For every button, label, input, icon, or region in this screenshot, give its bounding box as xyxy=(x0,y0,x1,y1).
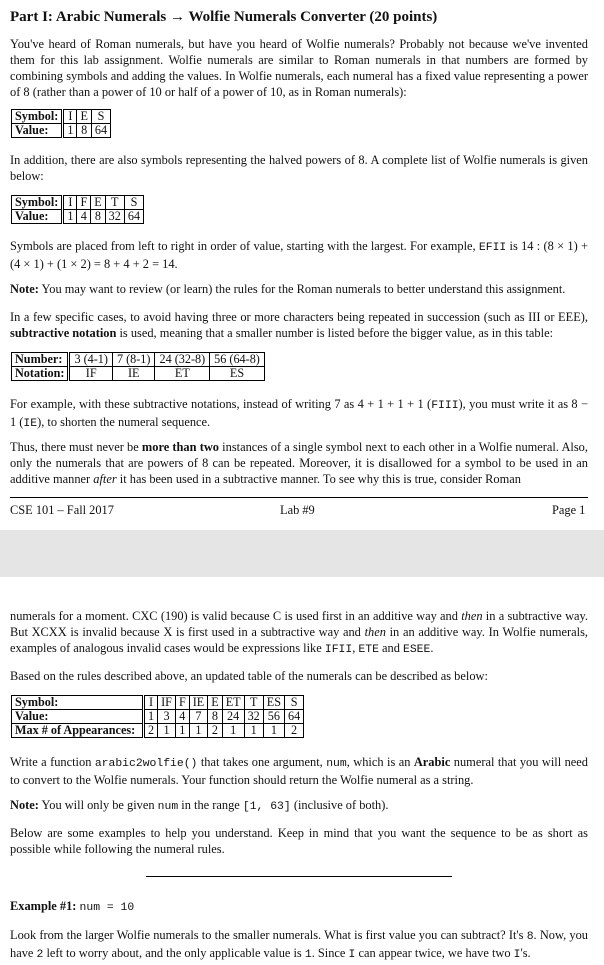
text-run: that takes one argument, xyxy=(197,755,327,769)
table-cell: 24 xyxy=(222,710,244,724)
table-cell: 32 xyxy=(105,210,124,224)
symbol-value-table-full xyxy=(11,195,144,224)
text-run: Symbols are placed from left to right in order of value, starting with the largest. For example, xyxy=(10,239,479,253)
text-run: left to worry about, and the only applicable value is xyxy=(43,946,305,960)
bold-term: subtractive notation xyxy=(10,326,117,340)
examples-intro: Below are some examples to help you understand. Keep in mind that you want the sequence to be as short as possible while following the numeral rules. xyxy=(10,826,588,856)
table-cell: 1 xyxy=(144,710,158,724)
inline-code: 8 xyxy=(526,931,534,943)
table-cell: E xyxy=(91,196,105,210)
intro-paragraph: You've heard of Roman numerals, but have you heard of Wolfie numerals? Probably not because we've invented them for this lab assignment. Wolfie numerals are similar to Roman numerals in that numbers are formed by combining symbols and adding the values. In Wolfie numerals, each numeral has a fixed value representing a power of 8 (rather than a power of 10 or half of a power of 10, as in Roman numerals): xyxy=(10,37,588,99)
table-header: Notation: xyxy=(12,367,69,381)
table-header: Value: xyxy=(12,124,63,138)
table-cell: 7 xyxy=(189,710,208,724)
rules-paragraph xyxy=(10,439,588,487)
text-run: . xyxy=(430,641,434,655)
text-run: in the range xyxy=(178,798,243,812)
text-run: is 14 : (8 × 1) + (4 × 1) + (1 × 2) = 8 + 4 + 2 = 14. xyxy=(10,239,588,271)
page-title: Part I: Arabic Numerals → Wolfie Numerals Converter (20 points) xyxy=(10,9,438,25)
table-cell: S xyxy=(124,196,143,210)
note-label: Note: xyxy=(10,798,39,812)
table-cell: 64 xyxy=(124,210,143,224)
text-run: numerals for a moment. CXC (190) is valid because C is used first in an additive way and xyxy=(10,609,462,623)
range-note xyxy=(10,797,588,815)
inline-code: FIII xyxy=(431,400,459,412)
table-cell: I xyxy=(63,110,77,124)
inline-code: 2 xyxy=(36,949,44,961)
inline-code: IE xyxy=(23,418,38,430)
section-rule xyxy=(146,876,452,877)
symbol-value-table-basic xyxy=(11,109,111,138)
table-cell: 56 (64-8) xyxy=(210,353,265,367)
table-header: Symbol: xyxy=(12,696,144,710)
example-heading xyxy=(10,898,588,916)
roman-analogy-paragraph xyxy=(10,608,588,658)
example-label: Example #1: xyxy=(10,899,77,913)
inline-code: num xyxy=(326,758,347,770)
table-cell: 8 xyxy=(208,710,222,724)
table-cell: ET xyxy=(222,696,244,710)
table-cell: S xyxy=(91,110,110,124)
updated-table-intro: Based on the rules described above, an updated table of the numerals can be described as below: xyxy=(10,669,488,683)
inline-code: IFII xyxy=(324,644,353,656)
text-run: , xyxy=(352,641,359,655)
table-cell: S xyxy=(285,696,304,710)
table-cell: 2 xyxy=(208,724,222,738)
text-run: and xyxy=(378,641,404,655)
table-cell: 1 xyxy=(63,124,77,138)
table-cell: 4 xyxy=(175,710,189,724)
text-run: can appear twice, we have two xyxy=(355,946,514,960)
table-cell: I xyxy=(63,196,77,210)
table-cell: 64 xyxy=(91,124,110,138)
table-cell: 8 xyxy=(91,210,105,224)
updated-numerals-table xyxy=(11,695,304,738)
inline-code: I xyxy=(348,949,356,961)
example-explanation xyxy=(10,927,588,963)
inline-code: 1 xyxy=(304,949,312,961)
table-header: Symbol: xyxy=(12,110,63,124)
table-cell: 4 xyxy=(77,210,91,224)
inline-code: I xyxy=(513,949,521,961)
table-cell: F xyxy=(175,696,189,710)
inline-code: EFII xyxy=(478,242,507,254)
table-cell: 32 xyxy=(244,710,263,724)
text-run: You may want to review (or learn) the rules for the Roman numerals to better understand this assignment. xyxy=(38,282,566,296)
footer-course: CSE 101 – Fall 2017 xyxy=(10,503,114,517)
table-cell: ES xyxy=(210,367,265,381)
table-cell: 7 (8-1) xyxy=(112,353,155,367)
table-cell: 64 xyxy=(285,710,304,724)
table-cell: 2 xyxy=(285,724,304,738)
table-cell: IE xyxy=(189,696,208,710)
table-cell: 1 xyxy=(189,724,208,738)
table-header: Symbol: xyxy=(12,196,63,210)
footer-page: Page 1 xyxy=(552,503,586,517)
subtractive-notation-table xyxy=(11,352,265,381)
inline-code: num xyxy=(157,801,179,813)
italic-term: then xyxy=(461,609,483,623)
table-cell: ES xyxy=(263,696,284,710)
inline-code: [1, 63] xyxy=(242,801,291,813)
function-description xyxy=(10,754,588,788)
inline-code: arabic2wolfie() xyxy=(94,758,198,770)
table-cell: 1 xyxy=(175,724,189,738)
table-header: Max # of Appearances: xyxy=(12,724,144,738)
text-run: . Now, you have xyxy=(10,928,588,960)
table-cell: 2 xyxy=(144,724,158,738)
note-label: Note: xyxy=(10,282,39,296)
text-run: , which is an xyxy=(346,755,414,769)
text-run: Write a function xyxy=(10,755,95,769)
italic-term: then xyxy=(364,625,386,639)
table-cell: F xyxy=(77,196,91,210)
text-run: in an additive way. In Wolfie numerals, examples of analogous invalid cases would be expressions like xyxy=(10,625,589,655)
table-cell: E xyxy=(77,110,91,124)
table-cell: 1 xyxy=(263,724,284,738)
table-cell: E xyxy=(208,696,222,710)
halved-powers-paragraph: In addition, there are also symbols representing the halved powers of 8. A complete list of Wolfie numerals is given below: xyxy=(10,153,588,183)
inline-code: ESEE xyxy=(403,644,431,656)
table-cell: 24 (32-8) xyxy=(155,353,210,367)
bold-term: more than two xyxy=(141,440,219,454)
inline-code: ETE xyxy=(358,644,379,656)
text-run: In a few specific cases, to avoid having three or more characters being repeated in succession (such as III or EEE), xyxy=(10,310,588,324)
table-cell: 3 xyxy=(158,710,176,724)
inline-code: num = 10 xyxy=(79,902,135,914)
text-run: You will only be given xyxy=(38,798,158,812)
bold-term: Arabic xyxy=(413,755,451,769)
text-run: numeral that you will need to convert to the Wolfie numerals. Your function should return the Wolfie numeral as a string. xyxy=(10,755,588,787)
italic-term: after xyxy=(93,472,117,486)
text-run: . Since xyxy=(311,946,349,960)
text-run: in a subtractive way. But XCXX is invalid because X is first used in a subtractive way and xyxy=(10,609,588,639)
table-cell: 1 xyxy=(63,210,77,224)
table-cell: IF xyxy=(158,696,176,710)
table-cell: T xyxy=(244,696,263,710)
text-run: Thus, there must never be xyxy=(10,440,142,454)
subtractive-paragraph xyxy=(10,309,588,341)
text-run: ), to shorten the numeral sequence. xyxy=(37,415,211,429)
table-cell: 1 xyxy=(222,724,244,738)
table-cell: T xyxy=(105,196,124,210)
footer-lab: Lab #9 xyxy=(280,503,315,517)
page-break xyxy=(0,530,604,577)
table-cell: IE xyxy=(112,367,155,381)
table-cell: 1 xyxy=(158,724,176,738)
table-cell: 8 xyxy=(77,124,91,138)
note-paragraph xyxy=(10,281,588,297)
text-run: is used, meaning that a smaller number is listed before the bigger value, as in this table: xyxy=(116,326,554,340)
text-run: it has been used in a subtractive manner. To see why this is true, consider Roman xyxy=(116,472,521,486)
ordering-paragraph xyxy=(10,238,588,272)
table-cell: I xyxy=(144,696,158,710)
table-cell: 1 xyxy=(244,724,263,738)
text-run: Look from the larger Wolfie numerals to the smaller numerals. What is first value you can subtract? It's xyxy=(10,928,527,942)
text-run: 's. xyxy=(520,946,531,960)
text-run: For example, with these subtractive notations, instead of writing 7 as 4 + 1 + 1 + 1 ( xyxy=(10,397,432,411)
table-cell: 3 (4-1) xyxy=(69,353,113,367)
table-cell: ET xyxy=(155,367,210,381)
text-run: (inclusive of both). xyxy=(290,798,389,812)
footer-rule xyxy=(10,497,588,498)
table-cell: IF xyxy=(69,367,113,381)
text-run: ), you must write it as 8 − 1 ( xyxy=(10,397,588,429)
table-header: Value: xyxy=(12,710,144,724)
text-run: instances of a single symbol next to each other in a Wolfie numeral. Also, only the numerals that are powers of 8 can be repeated. Moreover, it is disallowed for a symbol to be used in an additive manner xyxy=(10,440,588,486)
table-header: Value: xyxy=(12,210,63,224)
table-header: Number: xyxy=(12,353,69,367)
example-paragraph xyxy=(10,396,588,432)
table-cell: 56 xyxy=(263,710,284,724)
